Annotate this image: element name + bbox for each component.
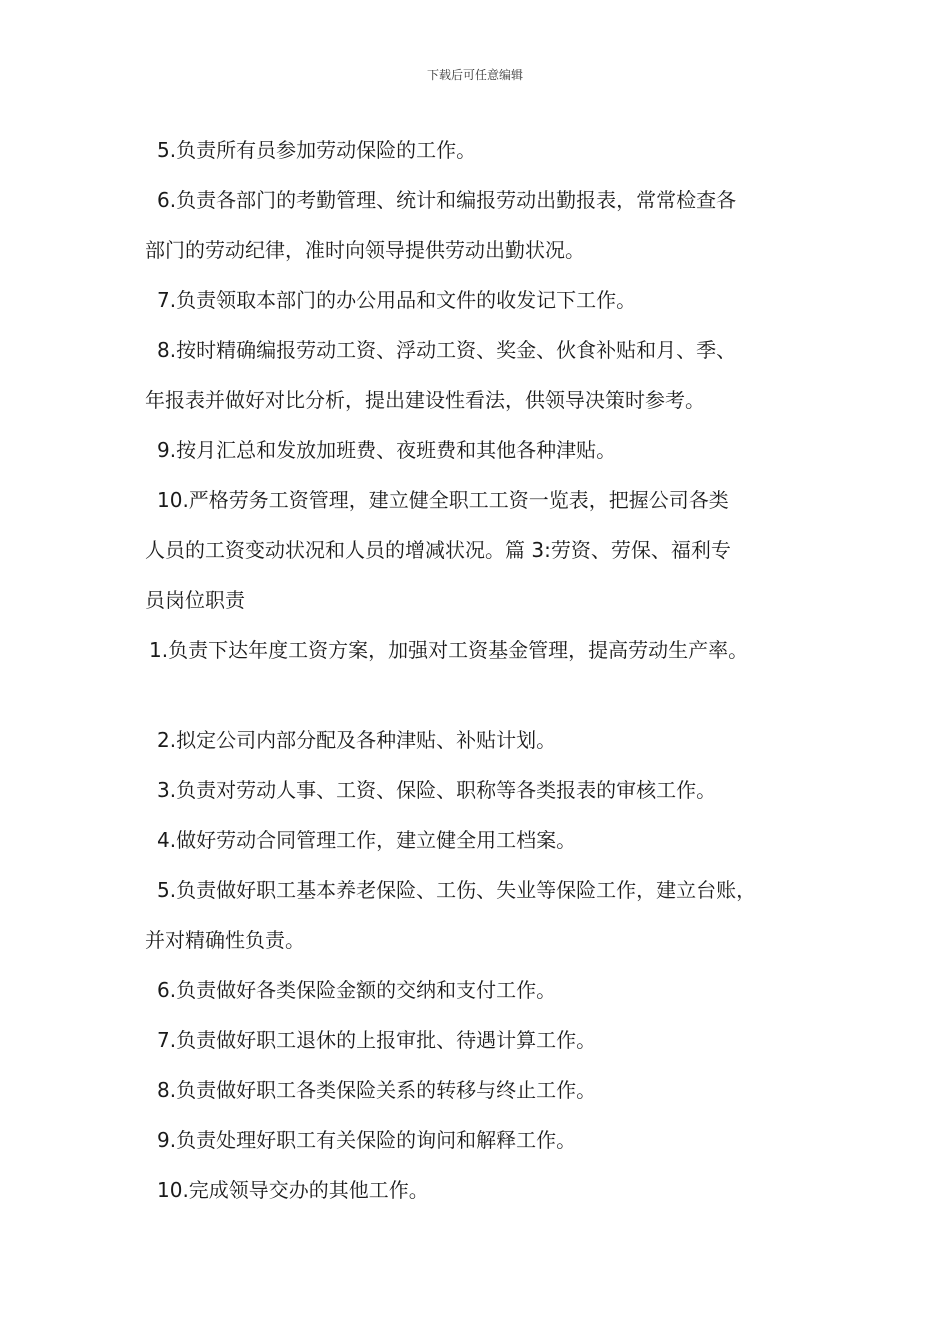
paragraph-line: 6.负责做好各类保险金额的交纳和支付工作。 [157, 978, 557, 1002]
paragraph-line: 年报表并做好对比分析，提出建设性看法，供领导决策时参考。 [145, 388, 705, 412]
paragraph-line: 4.做好劳动合同管理工作，建立健全用工档案。 [157, 828, 577, 852]
paragraph-line: 6.负责各部门的考勤管理、统计和编报劳动出勤报表，常常检查各 [157, 188, 737, 212]
paragraph-gap [145, 680, 825, 720]
section-title-line: 员岗位职责 [145, 588, 245, 612]
paragraph-line: 人员的工资变动状况和人员的增减状况。篇 3:劳资、劳保、福利专 [145, 538, 731, 562]
paragraph-line: 1.负责下达年度工资方案，加强对工资基金管理，提高劳动生产率。 [149, 638, 749, 662]
paragraph-line: 3.负责对劳动人事、工资、保险、职称等各类报表的审核工作。 [157, 778, 717, 802]
paragraph-line: 2.拟定公司内部分配及各种津贴、补贴计划。 [157, 728, 557, 752]
paragraph-line: 部门的劳动纪律，准时向领导提供劳动出勤状况。 [145, 238, 585, 262]
paragraph-line: 5.负责做好职工基本养老保险、工伤、失业等保险工作，建立台账， [157, 878, 757, 902]
paragraph-line: 8.按时精确编报劳动工资、浮动工资、奖金、伙食补贴和月、季、 [157, 338, 737, 362]
paragraph-line: 9.负责处理好职工有关保险的询问和解释工作。 [157, 1128, 577, 1152]
paragraph-line: 并对精确性负责。 [145, 928, 305, 952]
paragraph-line: 10.完成领导交办的其他工作。 [157, 1178, 429, 1202]
paragraph-line: 5.负责所有员参加劳动保险的工作。 [157, 138, 477, 162]
paragraph-line: 8.负责做好职工各类保险关系的转移与终止工作。 [157, 1078, 597, 1102]
paragraph-line: 7.负责领取本部门的办公用品和文件的收发记下工作。 [157, 288, 637, 312]
page-header: 下载后可任意编辑 [426, 68, 523, 82]
paragraph-line: 10.严格劳务工资管理，建立健全职工工资一览表，把握公司各类 [157, 488, 729, 512]
paragraph-line: 7.负责做好职工退休的上报审批、待遇计算工作。 [157, 1028, 597, 1052]
document-body [145, 130, 825, 1220]
paragraph-line: 9.按月汇总和发放加班费、夜班费和其他各种津贴。 [157, 438, 617, 462]
